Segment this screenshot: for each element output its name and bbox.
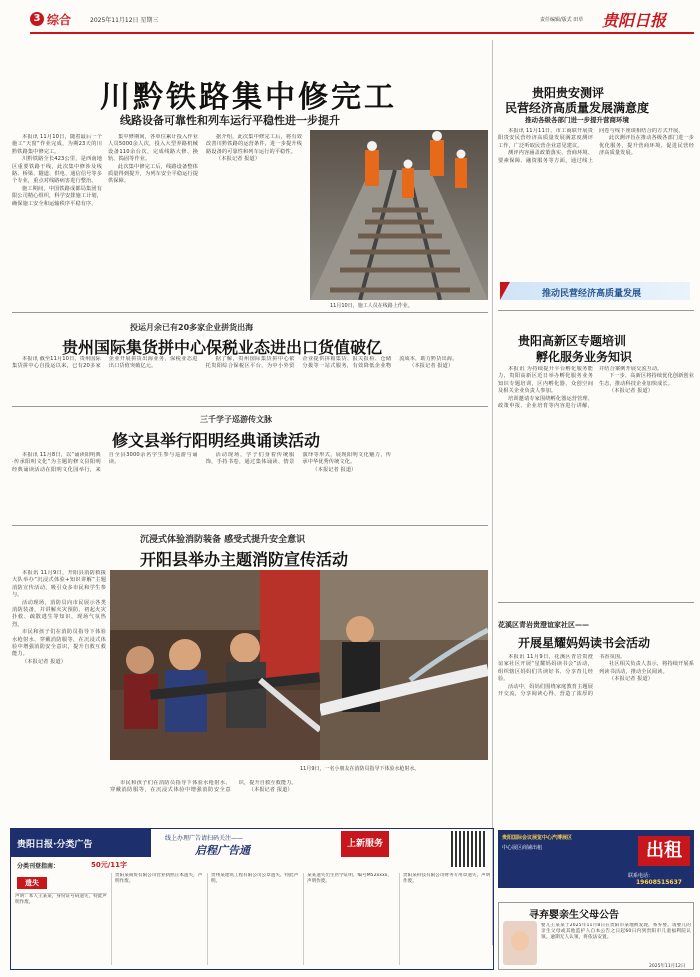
classified-pricebar xyxy=(11,859,211,871)
a3-bottom-rule xyxy=(12,525,488,526)
classified-slogan-box xyxy=(155,831,335,855)
a2-title: 贵州国际集货拼中心保税业态进出口货值破亿 xyxy=(62,338,383,357)
column-divider xyxy=(492,40,493,945)
search-notice xyxy=(498,902,694,970)
rental-ad-line1: 贵阳国际会议展览中心汽博展区 xyxy=(502,835,573,841)
classified-lost-tag: 遗失 xyxy=(17,877,47,889)
classified-slogan1: 线上办理广告请扫码关注—— xyxy=(165,835,244,842)
a4-body-left: 本报讯 11月9日，开阳县消防救援大队举办“沉浸式体验+知识讲解”主题消防宣传活动，吸引众多市民和学生参与。 活动现场，消防员向市民展示各类消防装备，并讲解火灾预防、初起火灾扑救、疏散逃生等知识，现场气氛热烈。 市民和孩子们在消防员指导下体验水枪射水、穿戴消防服等，在沉浸式体验中增强消防安全意识，提升自救互救能力。 （本报记者 报道） xyxy=(12,570,106,665)
r1-title: 贵阳贵安测评 xyxy=(532,86,605,100)
rental-ad xyxy=(498,830,694,888)
search-notice-date: 2025年11月12日 xyxy=(649,964,686,969)
r1-body: 本报讯 11月11日，市工商联开展贵阳贵安民营经济高质量发展满意度测评工作，广泛听取民营企业意见建议。 测评内容涵盖政策落实、营商环境、要素保障、融资服务等方面，通过线上问卷与线下座谈相结合的方式开展。 此次测评旨在推动各级各部门进一步优化服务，提升营商环境，促进民营经济高质量发展。 xyxy=(498,128,694,164)
paper-logo: 贵阳日报 xyxy=(602,11,667,30)
classified-price: 50元/11字 xyxy=(91,861,128,869)
page-number-badge: 3 xyxy=(30,12,44,26)
r3-body: 本报讯 11月9日，花溪区青岩贵澄谊家社区开展“星耀妈妈读书会”活动，组织辖区妈妈们共读好书、分享育儿经验。 活动中，妈妈们围绕家庭教育主题展开交流，分享阅读心得，营造了浓厚的书香氛围。 社区相关负责人表示，将持续开展系列读书活动，推动全民阅读。 （本报记者 报道） xyxy=(498,654,694,698)
a2-bottom-rule xyxy=(12,406,488,407)
firefighter-kids-image xyxy=(110,570,320,760)
a4-title: 开阳县举办主题消防宣传活动 xyxy=(140,550,349,569)
header-rule xyxy=(30,32,694,34)
a3-title: 修文县举行阳明经典诵读活动 xyxy=(112,431,321,450)
r2-title2: 孵化服务业务知识 xyxy=(536,350,633,364)
classified-cell-1: 声明：本人王某某，身份证号码遗失，特此声明作废。 xyxy=(15,893,107,965)
lead-photo-caption: 11月10日，施工人员在线路上作业。 xyxy=(330,303,413,309)
classified-slogan2: 启程广告通 xyxy=(195,844,250,857)
r2-top-rule xyxy=(498,310,694,311)
lead-subtitle: 线路设备可靠性和列车运行平稳性进一步提升 xyxy=(120,114,340,127)
r1-banner xyxy=(500,282,690,300)
a2-kicker: 投运月余已有20多家企业拼货出海 xyxy=(130,323,254,332)
rental-ad-phone: 19608515637 xyxy=(636,879,682,886)
r1-subtitle: 推动各级各部门进一步提升营商环境 xyxy=(525,116,629,124)
r2-body: 本报讯 为持续提升平台孵化服务能力，贵阳高新区近日举办孵化服务业务知识专题培训，区内孵化器、众创空间及相关企业负责人参加。 培训邀请专家围绕孵化器运营管理、政策申报、企业培育等内容进行讲解，并结合案例开展交流互动。 下一步，高新区将持续优化创新创业生态，推动科技企业加快成长。 （本报记者 报道） xyxy=(498,366,694,410)
classified-cell-2: 贵阳某商贸有限公司营业执照正本遗失，声明作废。 xyxy=(111,873,203,965)
lead-title: 川黔铁路集中修完工 xyxy=(100,80,397,115)
a4-photo-right xyxy=(320,570,488,760)
a4-photo-caption: 11月9日，一名小朋友在消防员指导下体验水枪射水。 xyxy=(300,766,420,772)
section-name: 综合 xyxy=(47,13,72,27)
r3-title: 开展星耀妈妈读书会活动 xyxy=(518,636,651,650)
baby-photo xyxy=(503,921,537,965)
lead-body-col1: 本报讯 11月10日，随着最后一个施工“天窗”作业完成，为期23天的川黔铁路集中修完工。 川黔铁路全长423公里，是西南地区重要铁路干线，此次集中修涉及线路、桥梁、隧道、供电、通信信号等多个专业，重点对线路病害进行整治。 施工期间，中国铁路成都局集团有限公司精心组织，科学安排施工计划，确保施工安全和运输秩序平稳有序。 xyxy=(12,134,102,207)
a3-kicker: 三千学子巡游传文脉 xyxy=(200,415,272,424)
classified-qr xyxy=(451,831,487,867)
page-header xyxy=(10,8,694,34)
search-notice-title: 寻弃婴亲生父母公告 xyxy=(529,910,619,921)
r1-title2: 民营经济高质量发展满意度 xyxy=(505,101,650,115)
lead-photo xyxy=(310,130,488,300)
lead-body-col2: 集中修期间，各单位累计投入作业人员5000余人次，投入大型养路机械设备110余台次，完成线路大修、换轨、捣固等作业。 此次集中修完工后，线路设备整体质量得到提升，为列车安全平稳运行提供保障。 xyxy=(108,134,198,185)
lead-body-col3: 据介绍，此次集中修完工后，将有效改善川黔铁路的运营条件，进一步提升线路设备的可靠性和列车运行的平稳性。 （本报记者 报道） xyxy=(206,134,302,163)
r1-banner-text: 推动民营经济高质量发展 xyxy=(542,289,642,299)
rental-ad-line2: 中心展区商铺出租 xyxy=(502,845,543,851)
classified-cell-5: 贵阳某科技有限公司财务专用章遗失，声明作废。 xyxy=(399,873,491,965)
railway-workers-image xyxy=(310,130,488,300)
r2-title: 贵阳高新区专题培训 xyxy=(518,334,627,348)
classified-header xyxy=(11,829,151,857)
lead-bottom-rule xyxy=(12,312,488,313)
a4-kicker: 沉浸式体验消防装备 感受式提升安全意识 xyxy=(140,535,306,545)
issue-date: 2025年11月12日 星期三 xyxy=(90,17,159,24)
a3-body: 本报讯 11月8日，以“诵读阳明典·传承阳明文化”为主题的修文县阳明经典诵读活动在阳明文化园举行，来自全县3000余名学生参与巡游与诵读。 活动现场，学子们身着传统服饰，手持书卷，通过集体诵读、情景演绎等形式，展现阳明文化魅力，传承中华优秀传统文化。 （本报记者 报道） xyxy=(12,452,392,473)
classified-hotline-label: 分类刊登指南： xyxy=(17,863,60,870)
rental-ad-big: 出租 xyxy=(638,836,690,866)
a4-photo xyxy=(110,570,320,760)
r3-top-rule xyxy=(498,602,694,603)
a2-body: 本报讯 截至11月10日，贵州国际集货拼中心自投运以来，已有20多家企业开展拼货出海业务，保税业态进出口货值突破亿元。 据了解，贵州国际集货拼中心依托贵阳综合保税区平台，为中小外贸企业提供拼箱集货、报关报检、仓储分拨等一站式服务，有效降低企业物流成本，助力黔货出海。 （本报记者 报道） xyxy=(12,356,458,370)
a4-body-bottom: 市民和孩子们在消防员指导下体验水枪射水、穿戴消防服等，在沉浸式体验中增强消防安全意识，提升自救互救能力。 （本报记者 报道） xyxy=(110,780,297,794)
search-notice-text: 婴儿王某某于2025年11月8日在贵阳市某地被发现，系弃婴。请婴儿的亲生父母或其他监护人自本公告之日起60日内到贵阳市儿童福利院认领。逾期无人认领，将依法安置。 xyxy=(541,923,691,940)
r3-kicker: 花溪区青岩贵澄谊家社区—— xyxy=(498,621,589,629)
rental-ad-line3: 联系电话： xyxy=(628,873,654,879)
fire-hose-image xyxy=(320,570,488,760)
classified-brand: 贵阳日报·分类广告 xyxy=(17,840,93,850)
editor-line: 责任编辑/版式 田草 xyxy=(540,17,584,23)
classified-cell-4: 某某遗失出生医学证明，编号M52xxxx，声明作废。 xyxy=(303,873,395,965)
classified-service-badge: 上新服务 xyxy=(341,831,389,857)
classified-cell-3: 贵州某建筑工程有限公司公章遗失，特此声明。 xyxy=(207,873,299,965)
classified-ads xyxy=(10,828,494,970)
